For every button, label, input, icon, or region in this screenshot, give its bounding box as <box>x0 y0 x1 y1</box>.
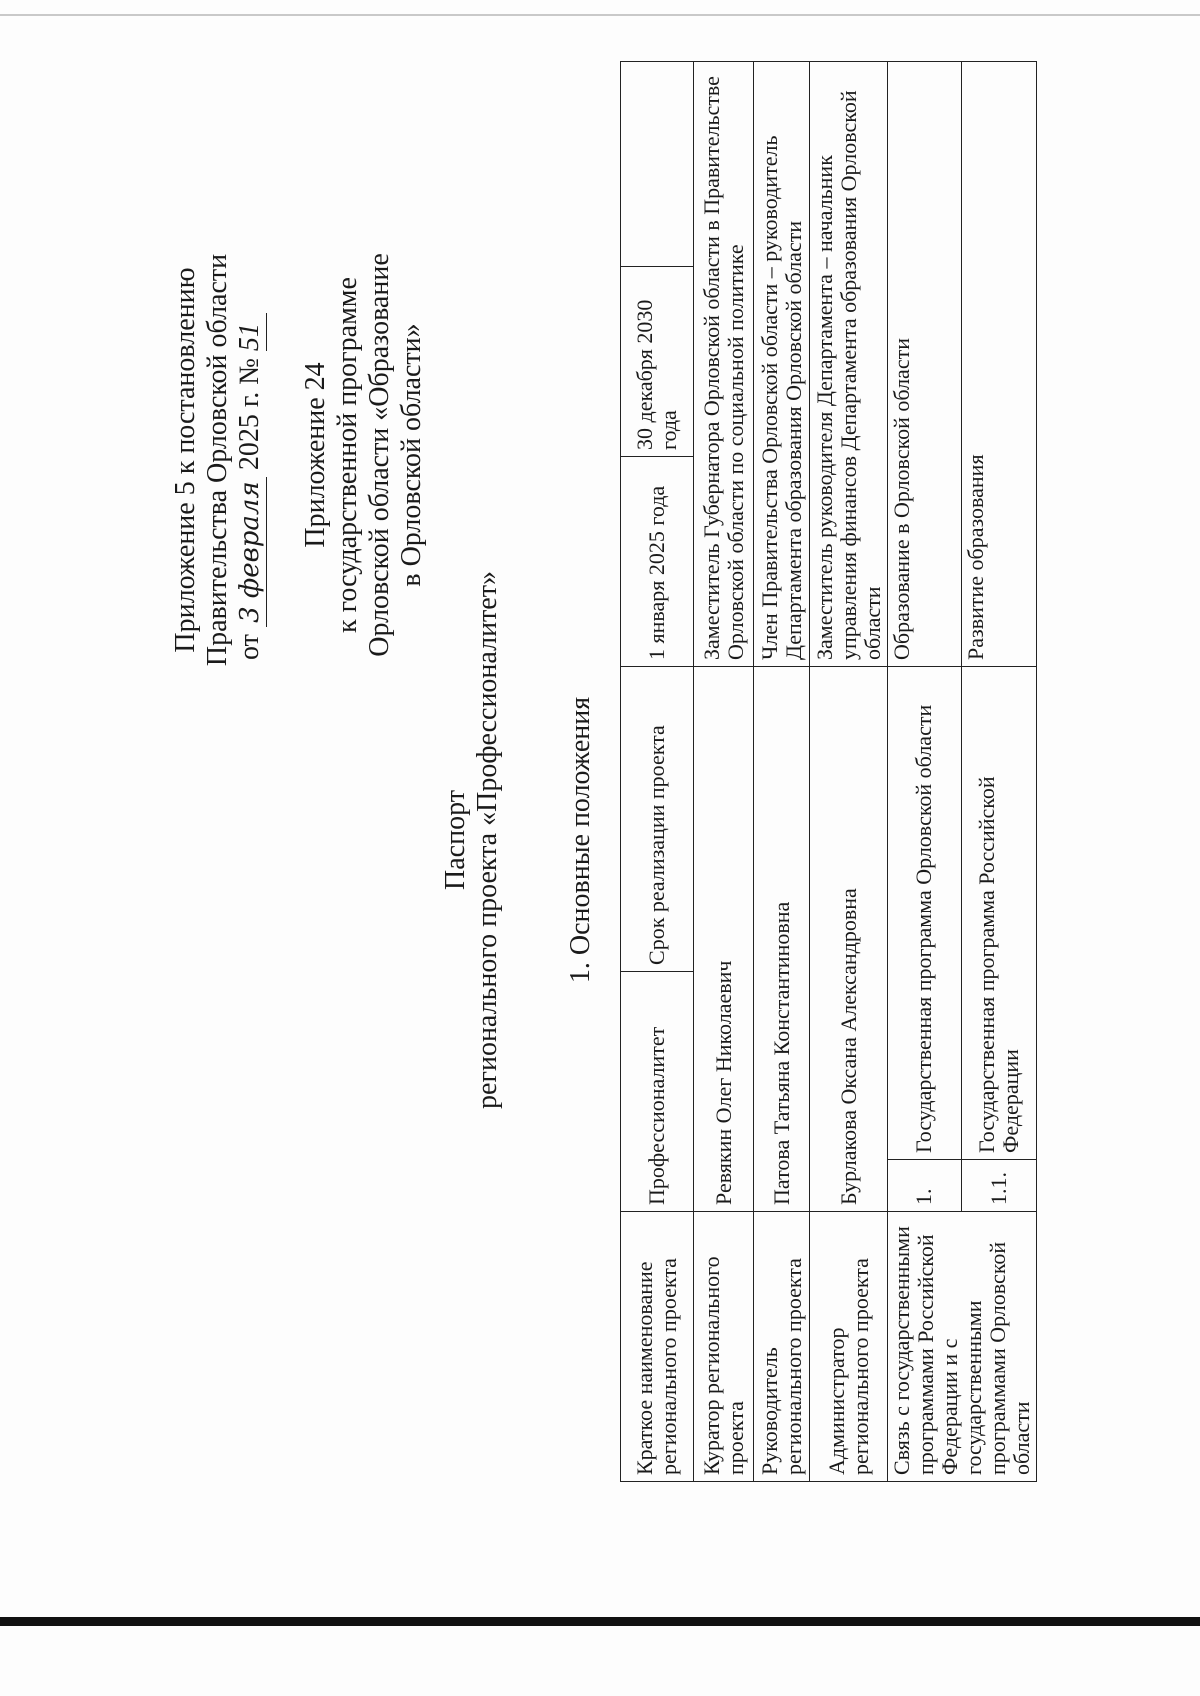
cell-admin-label: Администратор регионального проекта <box>810 1212 888 1482</box>
cell-curator-name: Ревякин Олег Николаевич <box>694 666 754 1211</box>
cell-link-num-1: 1. <box>888 1160 962 1212</box>
cell-link-label: Связь с государственными программами Российской Федерации и с государственными программами Орловской области <box>888 1212 1037 1482</box>
cell-head-name: Патова Татьяна Константиновна <box>754 666 810 1211</box>
approval-number: 51 <box>234 313 267 351</box>
table-row <box>810 61 888 1481</box>
cell-short-name-label: Краткое наименование регионального проекта <box>621 1212 694 1482</box>
cell-curator-label: Куратор регионального проекта <box>694 1212 754 1482</box>
cell-admin-position: Заместитель руководителя Департамента – начальник управления финансов Департамента образования Орловской области <box>810 61 888 666</box>
cell-link-program-2: Государственная программа Российской Федерации <box>961 666 1036 1159</box>
cell-end-date: 30 декабря 2030 года <box>621 266 694 456</box>
passport-title <box>440 540 504 1140</box>
approval-block <box>170 250 267 670</box>
table-row <box>888 61 962 1481</box>
table-row <box>694 61 754 1481</box>
cell-head-label: Руководитель регионального проекта <box>754 1212 810 1482</box>
cell-head-position: Член Правительства Орловской области – руководитель Департамента образования Орловской области <box>754 61 810 666</box>
annex-block <box>300 240 428 670</box>
table-row <box>754 61 810 1481</box>
cell-period-label: Срок реализации проекта <box>621 666 694 971</box>
approval-date-line <box>234 250 267 660</box>
cell-short-name-value: Профессионалитет <box>621 971 694 1211</box>
section-heading: 1. Основные положения <box>565 696 596 984</box>
passport-title-line-2: регионального проекта «Профессионалитет» <box>472 571 503 1109</box>
approval-year: 2025 г. № <box>234 358 265 471</box>
annex-line-1: Приложение 24 <box>300 362 331 548</box>
scan-edge-bottom <box>0 1617 1200 1626</box>
annex-line-3: Орловской области «Образование <box>364 253 395 657</box>
approval-line-2: Правительства Орловской области <box>202 253 233 667</box>
cell-link-value-2: Развитие образования <box>961 61 1036 666</box>
table-row <box>621 61 694 1481</box>
annex-line-2: к государственной программе <box>332 277 363 633</box>
cell-admin-name: Бурлакова Оксана Александровна <box>810 666 888 1211</box>
cell-link-program-1: Государственная программа Орловской области <box>888 666 962 1159</box>
main-table <box>620 61 1037 1482</box>
approval-date: 3 февраля <box>234 477 267 627</box>
cell-empty <box>621 61 694 266</box>
passport-title-line-1: Паспорт <box>440 790 471 890</box>
approval-from: от <box>234 634 265 660</box>
approval-line-1: Приложение 5 к постановлению <box>170 267 201 653</box>
annex-line-4: в Орловской области» <box>396 323 427 587</box>
cell-start-date: 1 января 2025 года <box>621 456 694 666</box>
cell-link-num-2: 1.1. <box>961 1160 1036 1212</box>
cell-link-value-1: Образование в Орловской области <box>888 61 962 666</box>
cell-curator-position: Заместитель Губернатора Орловской области в Правительстве Орловской области по социальной политике <box>694 61 754 666</box>
